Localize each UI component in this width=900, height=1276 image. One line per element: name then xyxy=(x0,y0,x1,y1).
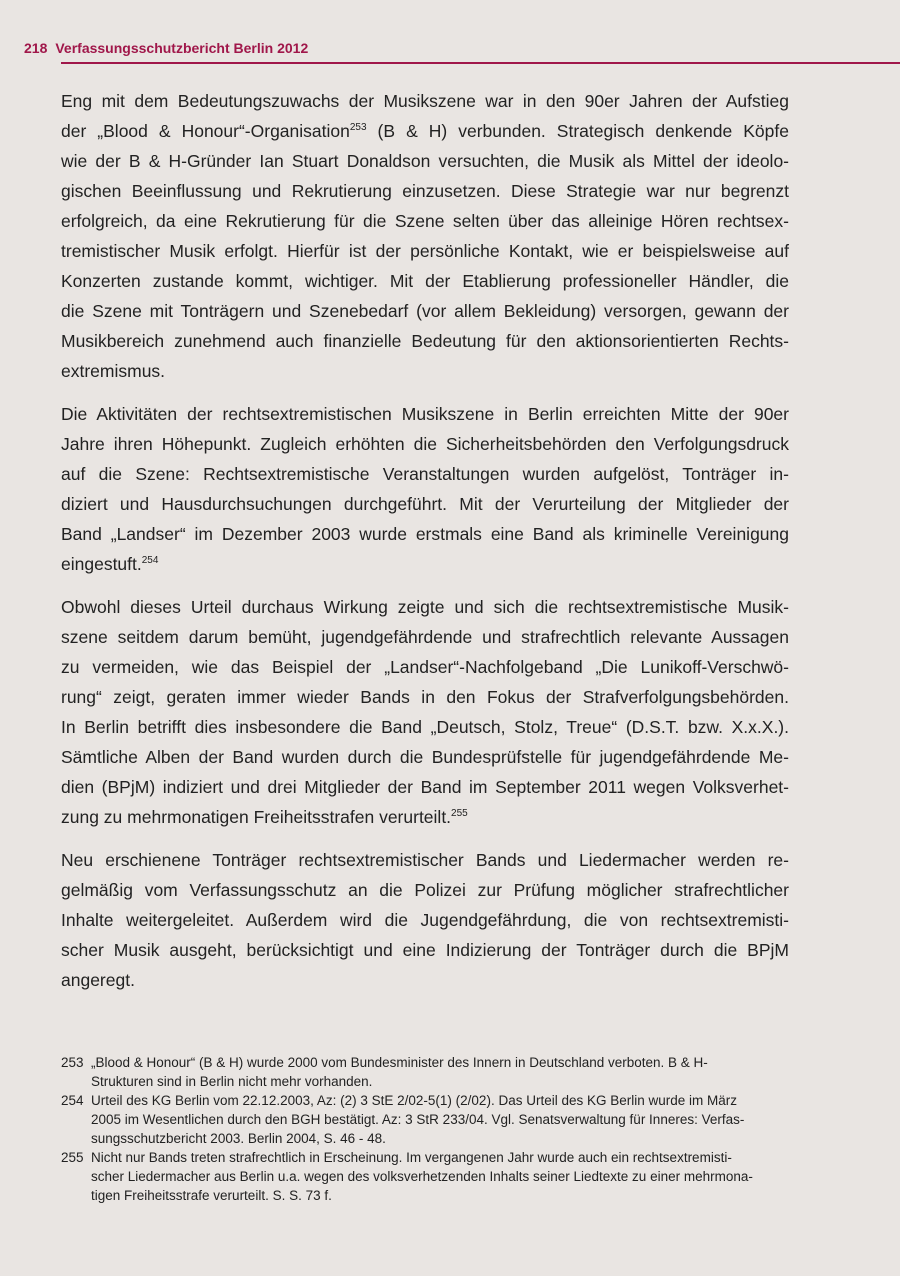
text-line: szene seitdem darum bemüht, jugendgefährdende und strafrechtlich relevante Aussagen xyxy=(61,627,789,647)
text-line xyxy=(61,549,789,579)
page-number: 218 xyxy=(24,40,48,56)
header-rule xyxy=(61,62,900,64)
text-line: Neu erschienene Tonträger rechtsextremistischer Bands und Liedermacher werden re- xyxy=(61,850,789,870)
footnote xyxy=(61,1091,751,1148)
footnote-ref: 253 xyxy=(349,122,367,133)
paragraph xyxy=(61,399,789,579)
text-line: Eng mit dem Bedeutungszuwachs der Musikszene war in den 90er Jahren der Aufstieg xyxy=(61,91,789,111)
text-line xyxy=(61,116,789,146)
text-line: angeregt. xyxy=(61,970,135,990)
text-line: erfolgreich, da eine Rekrutierung für die Szene selten über das alleinige Hören rechtsex- xyxy=(61,211,789,231)
text-line: Konzerten zustande kommt, wichtiger. Mit der Etablierung professioneller Händler, die xyxy=(61,271,789,291)
text-line: auf die Szene: Rechtsextremistische Veranstaltungen wurden aufgelöst, Tonträger in- xyxy=(61,464,789,484)
footnote-line: 2005 im Wesentlichen durch den BGH bestätigt. Az: 3 StR 233/04. Vgl. Senatsverwaltung für Inneres: Verfas- xyxy=(91,1112,745,1127)
paragraph xyxy=(61,86,789,386)
footnote-line: scher Liedermacher aus Berlin u.a. wegen des volksverhetzenden Inhalts seiner Liedtexte zu einer mehrmona- xyxy=(91,1169,753,1184)
text-segment: der „Blood & Honour“-Organisation xyxy=(61,121,350,141)
text-line: In Berlin betrifft dies insbesondere die Band „Deutsch, Stolz, Treue“ (D.S.T. bzw. X.x.X.). xyxy=(61,717,789,737)
text-line: Die Aktivitäten der rechtsextremistischen Musikszene in Berlin erreichten Mitte der 90er xyxy=(61,404,789,424)
text-line: gischen Beeinflussung und Rekrutierung einzusetzen. Diese Strategie war nur begrenzt xyxy=(61,181,789,201)
footnotes xyxy=(61,1053,751,1205)
footnote-line: Strukturen sind in Berlin nicht mehr vorhanden. xyxy=(91,1074,373,1089)
footnote-line: sungsschutzbericht 2003. Berlin 2004, S. 46 - 48. xyxy=(91,1131,386,1146)
text-line: die Szene mit Tonträgern und Szenebedarf (vor allem Bekleidung) versorgen, gewann der xyxy=(61,301,789,321)
text-line: dien (BPjM) indiziert und drei Mitglieder der Band im September 2011 wegen Volksverhet- xyxy=(61,777,789,797)
text-line: tremistischer Musik erfolgt. Hierfür ist der persönliche Kontakt, wie er beispielsweise auf xyxy=(61,241,789,261)
text-line: rung“ zeigt, geraten immer wieder Bands in den Fokus der Strafverfolgungsbehörden. xyxy=(61,687,789,707)
text-line: extremismus. xyxy=(61,361,166,381)
footnote xyxy=(61,1053,751,1091)
footnote-number: 254 xyxy=(61,1093,84,1108)
footnote-line: „Blood & Honour“ (B & H) wurde 2000 vom Bundesminister des Innern in Deutschland verboten. B & H- xyxy=(91,1055,708,1070)
header-title: Verfassungsschutzbericht Berlin 2012 xyxy=(55,40,309,56)
text-segment: (B & H) verbunden. Strategisch denkende Köpfe xyxy=(366,121,789,141)
text-line: Musikbereich zunehmend auch finanzielle Bedeutung für den aktionsorientierten Rechts- xyxy=(61,331,789,351)
text-line: Obwohl dieses Urteil durchaus Wirkung zeigte und sich die rechtsextremistische Musik- xyxy=(61,597,789,617)
text-segment: zung zu mehrmonatigen Freiheitsstrafen verurteilt. xyxy=(61,807,452,827)
text-line: wie der B & H-Gründer Ian Stuart Donaldson versuchten, die Musik als Mittel der ideolo- xyxy=(61,151,789,171)
text-line: Jahre ihren Höhepunkt. Zugleich erhöhten die Sicherheitsbehörden den Verfolgungsdruck xyxy=(61,434,789,454)
text-line: Sämtliche Alben der Band wurden durch die Bundesprüfstelle für jugendgefährdende Me- xyxy=(61,747,789,767)
body-text xyxy=(61,86,789,1008)
footnote-line: Nicht nur Bands treten strafrechtlich in Erscheinung. Im vergangenen Jahr wurde auch ein rechtsextremisti- xyxy=(91,1150,732,1165)
text-line: scher Musik ausgeht, berücksichtigt und eine Indizierung der Tonträger durch die BPjM xyxy=(61,940,789,960)
text-line: zu vermeiden, wie das Beispiel der „Landser“-Nachfolgeband „Die Lunikoff-Verschwö- xyxy=(61,657,789,677)
text-line: diziert und Hausdurchsuchungen durchgeführt. Mit der Verurteilung der Mitglieder der xyxy=(61,494,789,514)
running-header xyxy=(24,40,308,56)
footnote-ref: 255 xyxy=(451,808,468,819)
paragraph xyxy=(61,845,789,995)
footnote xyxy=(61,1148,751,1205)
footnote-ref: 254 xyxy=(141,555,159,566)
text-line: Band „Landser“ im Dezember 2003 wurde erstmals eine Band als kriminelle Vereinigung xyxy=(61,524,789,544)
footnote-number: 255 xyxy=(61,1150,84,1165)
text-line: gelmäßig vom Verfassungsschutz an die Polizei zur Prüfung möglicher strafrechtlicher xyxy=(61,880,789,900)
text-line: Inhalte weitergeleitet. Außerdem wird die Jugendgefährdung, die von rechtsextremisti- xyxy=(61,910,789,930)
footnote-line: tigen Freiheitsstrafe verurteilt. S. S. 73 f. xyxy=(91,1188,332,1203)
footnote-number: 253 xyxy=(61,1055,84,1070)
footnote-line: Urteil des KG Berlin vom 22.12.2003, Az: (2) 3 StE 2/02-5(1) (2/02). Das Urteil des KG Berlin wurde im März xyxy=(91,1093,738,1108)
text-segment: eingestuft. xyxy=(61,554,142,574)
text-line xyxy=(61,802,789,832)
paragraph xyxy=(61,592,789,832)
